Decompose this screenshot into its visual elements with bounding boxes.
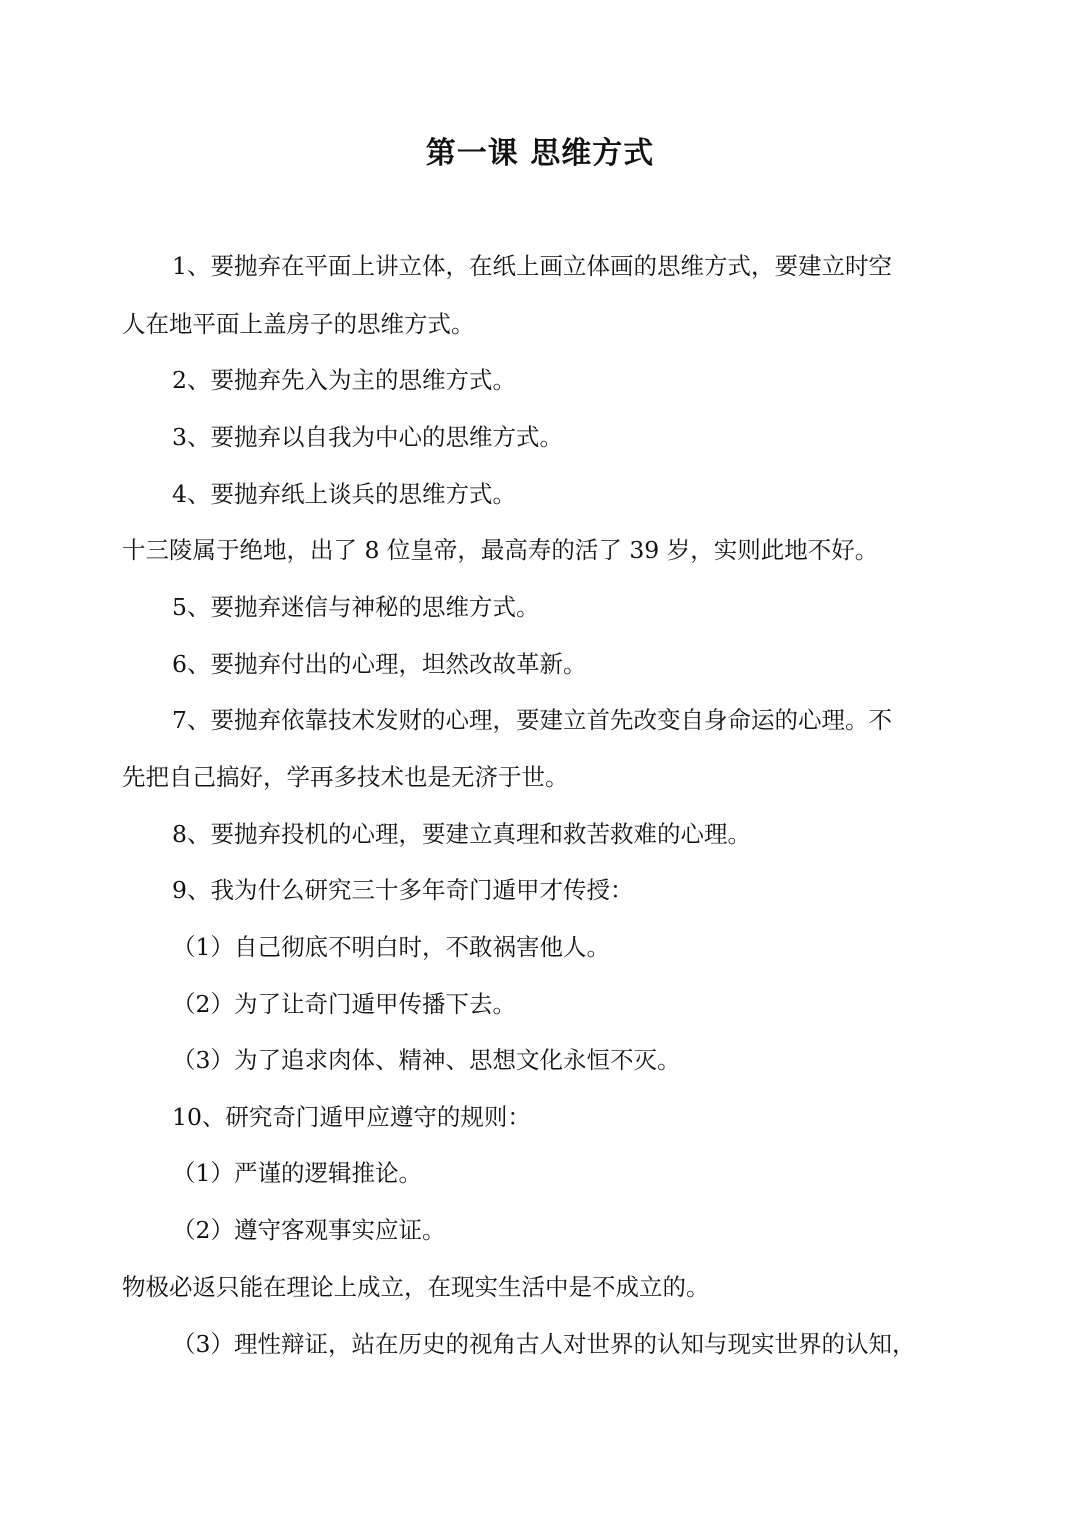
paragraph-line-19: 物极必返只能在理论上成立，在现实生活中是不成立的。 bbox=[122, 1273, 710, 1301]
paragraph-line-2: 人在地平面上盖房子的思维方式。 bbox=[122, 310, 475, 338]
paragraph-line-8: 6、要抛弃付出的心理，坦然改故革新。 bbox=[172, 650, 587, 678]
paragraph-line-12: 9、我为什么研究三十多年奇门遁甲才传授： bbox=[172, 876, 634, 904]
paragraph-line-15: （3）为了追求肉体、精神、思想文化永恒不灭。 bbox=[172, 1046, 681, 1074]
paragraph-line-4: 3、要抛弃以自我为中心的思维方式。 bbox=[172, 423, 563, 451]
paragraph-line-14: （2）为了让奇门遁甲传播下去。 bbox=[172, 990, 516, 1018]
paragraph-line-3: 2、要抛弃先入为主的思维方式。 bbox=[172, 366, 516, 394]
paragraph-line-16: 10、研究奇门遁甲应遵守的规则： bbox=[172, 1103, 531, 1131]
paragraph-line-6: 十三陵属于绝地，出了 8 位皇帝，最高寿的活了 39 岁，实则此地不好。 bbox=[122, 536, 879, 564]
paragraph-line-17: （1）严谨的逻辑推论。 bbox=[172, 1159, 422, 1187]
paragraph-line-10: 先把自己搞好，学再多技术也是无济于世。 bbox=[122, 763, 569, 791]
paragraph-line-5: 4、要抛弃纸上谈兵的思维方式。 bbox=[172, 480, 516, 508]
paragraph-line-13: （1）自己彻底不明白时，不敢祸害他人。 bbox=[172, 933, 610, 961]
paragraph-line-11: 8、要抛弃投机的心理，要建立真理和救苦救难的心理。 bbox=[172, 820, 751, 848]
page-title: 第一课 思维方式 bbox=[425, 136, 655, 171]
paragraph-line-20: （3）理性辩证，站在历史的视角古人对世界的认知与现实世界的认知， bbox=[172, 1330, 916, 1358]
paragraph-line-1: 1、要抛弃在平面上讲立体，在纸上画立体画的思维方式，要建立时空 bbox=[172, 252, 892, 280]
paragraph-line-9: 7、要抛弃依靠技术发财的心理，要建立首先改变自身命运的心理。不 bbox=[172, 706, 892, 734]
paragraph-line-18: （2）遵守客观事实应证。 bbox=[172, 1216, 446, 1244]
paragraph-line-7: 5、要抛弃迷信与神秘的思维方式。 bbox=[172, 593, 540, 621]
